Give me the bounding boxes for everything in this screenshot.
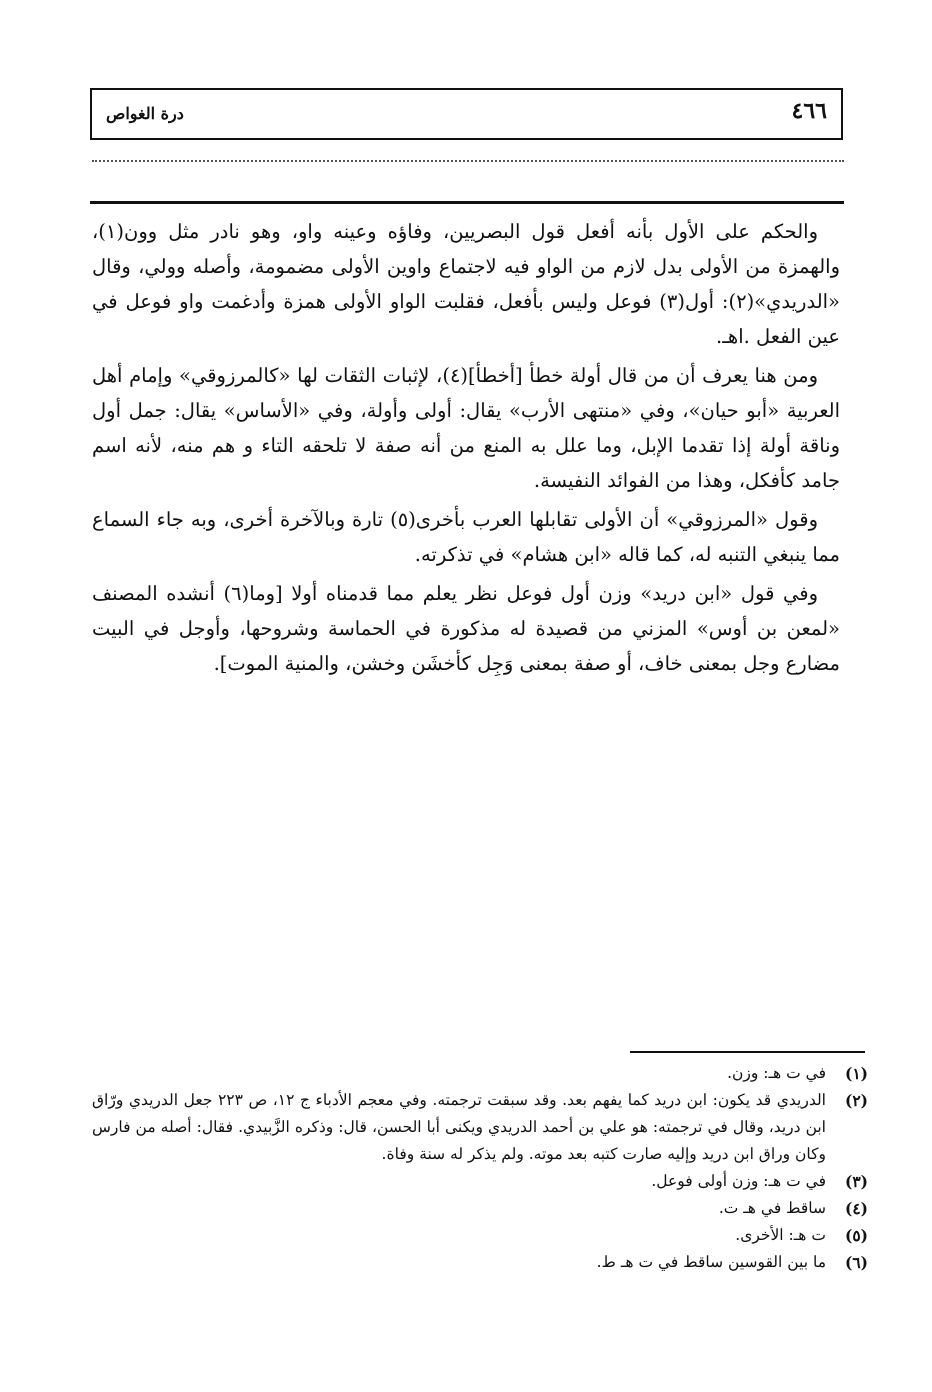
paragraph: وفي قول «ابن دريد» وزن أول فوعل نظر يعلم مما قدمناه أولا [وما(٦) أنشده المصنف «لمعن بن أوس» المزني من قصيدة له مذكورة في الحماسة وشروحها، وأوجل في البيت مضارع وجل بمعنى خاف، أو صفة بمعنى وَجِل كأخشَن وخشن، والمنية الموت]. — [92, 582, 840, 675]
paragraph: ومن هنا يعرف أن من قال أولة خطأ [أخطأ](٤)، لإثبات الثقات لها «كالمرزوقي» وإمام أهل العربية «أبو حيان»، وفي «منتهى الأرب» يقال: أولى وأولة، وفي «الأساس» يقال: جمل أول وناقة أولة إذا تقدما الإبل، وما علل به المنع من أنه صفة لا تلحقه التاء و هم منه، لأنه اسم جامد كأفكل، وهذا من الفوائد النفيسة. — [92, 364, 840, 492]
footnote — [92, 1060, 868, 1087]
running-title: درة الغواص — [106, 104, 184, 123]
footnote-number: (١) — [844, 1064, 868, 1083]
footnote-text: ت هـ: الأخرى. — [735, 1226, 826, 1244]
footnote-number: (٣) — [844, 1172, 868, 1191]
footnote — [92, 1222, 868, 1249]
footnote-text: ساقط في هـ ت. — [718, 1199, 826, 1217]
footnote-number: (٥) — [844, 1226, 868, 1245]
footnote — [92, 1249, 868, 1276]
footnote-number: (٦) — [844, 1253, 868, 1272]
footnote-text: في ت هـ: وزن. — [727, 1064, 826, 1082]
paragraph: وقول «المرزوقي» أن الأولى تقابلها العرب بأخرى(٥) تارة وبالآخرة أخرى، وبه جاء السماع مما ينبغي التنبه له، كما قاله «ابن هشام» في تذكرته. — [92, 508, 840, 566]
footnote-rule — [630, 1051, 865, 1053]
footnote-text: الدريدي قد يكون: ابن دريد كما يفهم بعد. وقد سبقت ترجمته. وفي معجم الأدباء ج ١٢، ص ٢٢٣ جعل الدريدي ورّاق ابن دريد، وقال في ترجمته: هو علي بن أحمد الدريدي ويكنى أبا الحسن، قال: وذكره الزَّبيدي. فقال: أصله من فارس وكان وراق ابن دريد وإليه صارت كتبه بعد موته. ولم يذكر له سنة وفاة. — [92, 1091, 826, 1163]
footnote-text: في ت هـ: وزن أولى فوعل. — [651, 1172, 826, 1190]
footnote-number: (٤) — [844, 1199, 868, 1218]
footnotes — [92, 1060, 868, 1276]
page-number: ٤٦٦ — [791, 98, 827, 124]
paragraph: والحكم على الأول بأنه أفعل قول البصريين، وفاؤه وعينه واو، وهو نادر مثل وون(١)، والهمزة من الأولى بدل لازم من الواو فيه لاجتماع واوين الأولى مضمومة، وأصله وولي، وقال «الدريدي»(٢): أول(٣) فوعل وليس بأفعل، فقلبت الواو الأولى همزة وأدغمت واو فوعل في عين الفعل .اهـ. — [92, 220, 840, 348]
footnote-text: ما بين القوسين ساقط في ت هـ ط. — [596, 1253, 826, 1271]
main-text — [92, 214, 840, 685]
dotted-divider — [92, 160, 844, 162]
page-header — [90, 88, 843, 140]
footnote — [92, 1168, 868, 1195]
footnote — [92, 1087, 868, 1168]
footnote — [92, 1195, 868, 1222]
header-rule — [90, 201, 844, 204]
footnote-number: (٢) — [844, 1091, 868, 1110]
